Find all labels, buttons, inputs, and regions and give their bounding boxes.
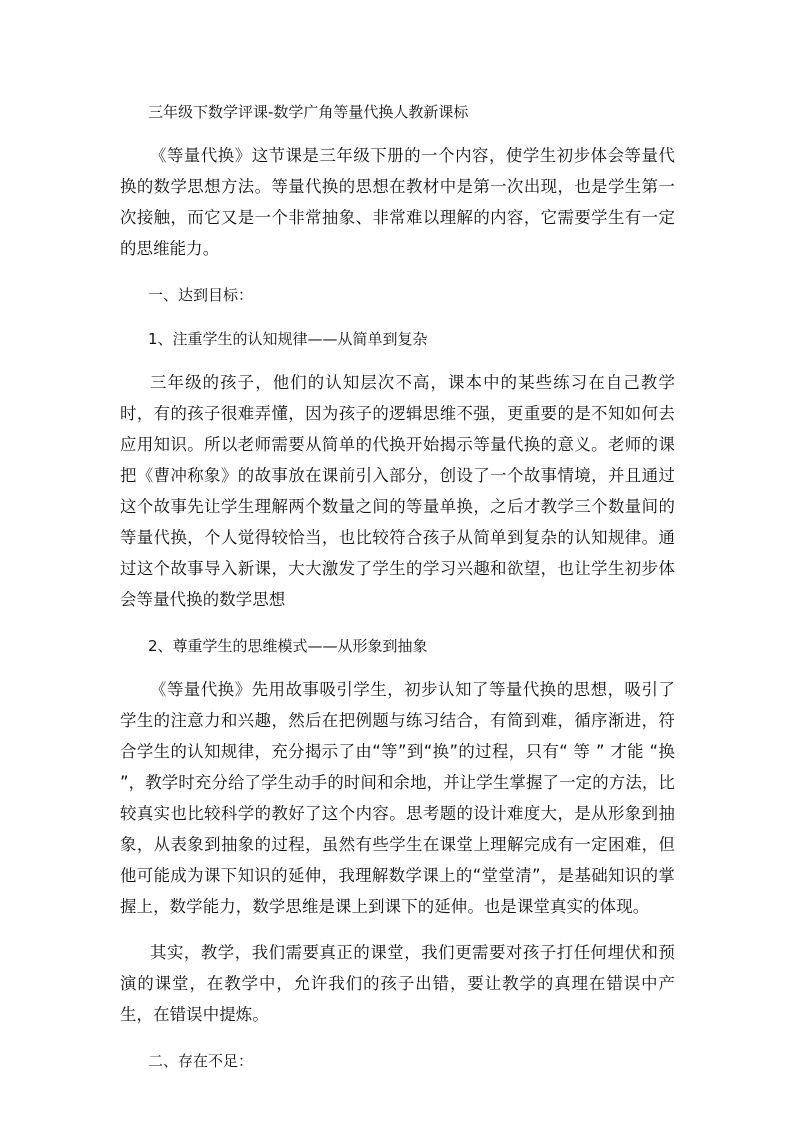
point-body-1: 三年级的孩子，他们的认知层次不高，课本中的某些练习在自己教学时，有的孩子很难弄懂，因为孩子的逻辑思维不强，更重要的是不知如何去应用知识。所以老师需要从简单的代换开始揭示等量代换的意义。老师的课把《曹冲称象》的故事放在课前引入部分，创设了一个故事情境，并且通过这个故事先让学生理解两个数量之间的等量单换，之后才教学三个数量间的等量代换，个人觉得较恰当，也比较符合孩子从简单到复杂的认知规律。通过这个故事导入新课，大大激发了学生的学习兴趣和欲望，也让学生初步体会等量代换的数学思想 [120,373,675,609]
intro-paragraph: 《等量代换》这节课是三年级下册的一个内容，使学生初步体会等量代换的数学思想方法。等量代换的思想在教材中是第一次出现，也是学生第一次接触，而它又是一个非常抽象、非常难以理解的内容，它需要学生有一定的思维能力。 [120,146,675,258]
section-heading-goals: 一、达到目标： [148,286,254,304]
document-body [120,96,675,1077]
reflection-paragraph: 其实，教学，我们需要真正的课堂，我们更需要对孩子打任何埋伏和预演的课堂，在教学中，允许我们的孩子出错，要让教学的真理在错误中产生，在错误中提炼。 [120,943,675,1024]
section-heading-shortcomings: 二、存在不足： [148,1052,254,1070]
point-heading-1: 1、注重学生的认知规律——从简单到复杂 [148,330,428,348]
point-heading-2: 2、尊重学生的思维模式——从形象到抽象 [148,637,428,655]
point-body-2: 《等量代换》先用故事吸引学生，初步认知了等量代换的思想，吸引了学生的注意力和兴趣，然后在把例题与练习结合，有简到难，循序渐进，符合学生的认知规律，充分揭示了由“等”到“换”的过程，只有“ 等 ” 才能 “换 ”，教学时充分给了学生动手的时间和余地，并让学生掌握了一定的方法，比较真实也比较科学的教好了这个内容。思考题的设计难度大，是从形象到抽象，从表象到抽象的过程，虽然有些学生在课堂上理解完成有一定困难，但他可能成为课下知识的延伸，我理解数学课上的“堂堂清”，是基础知识的掌握上，数学能力，数学思维是课上到课下的延伸。也是课堂真实的体现。 [120,680,675,916]
document-title: 三年级下数学评课-数学广角等量代换人教新课标 [148,103,469,121]
